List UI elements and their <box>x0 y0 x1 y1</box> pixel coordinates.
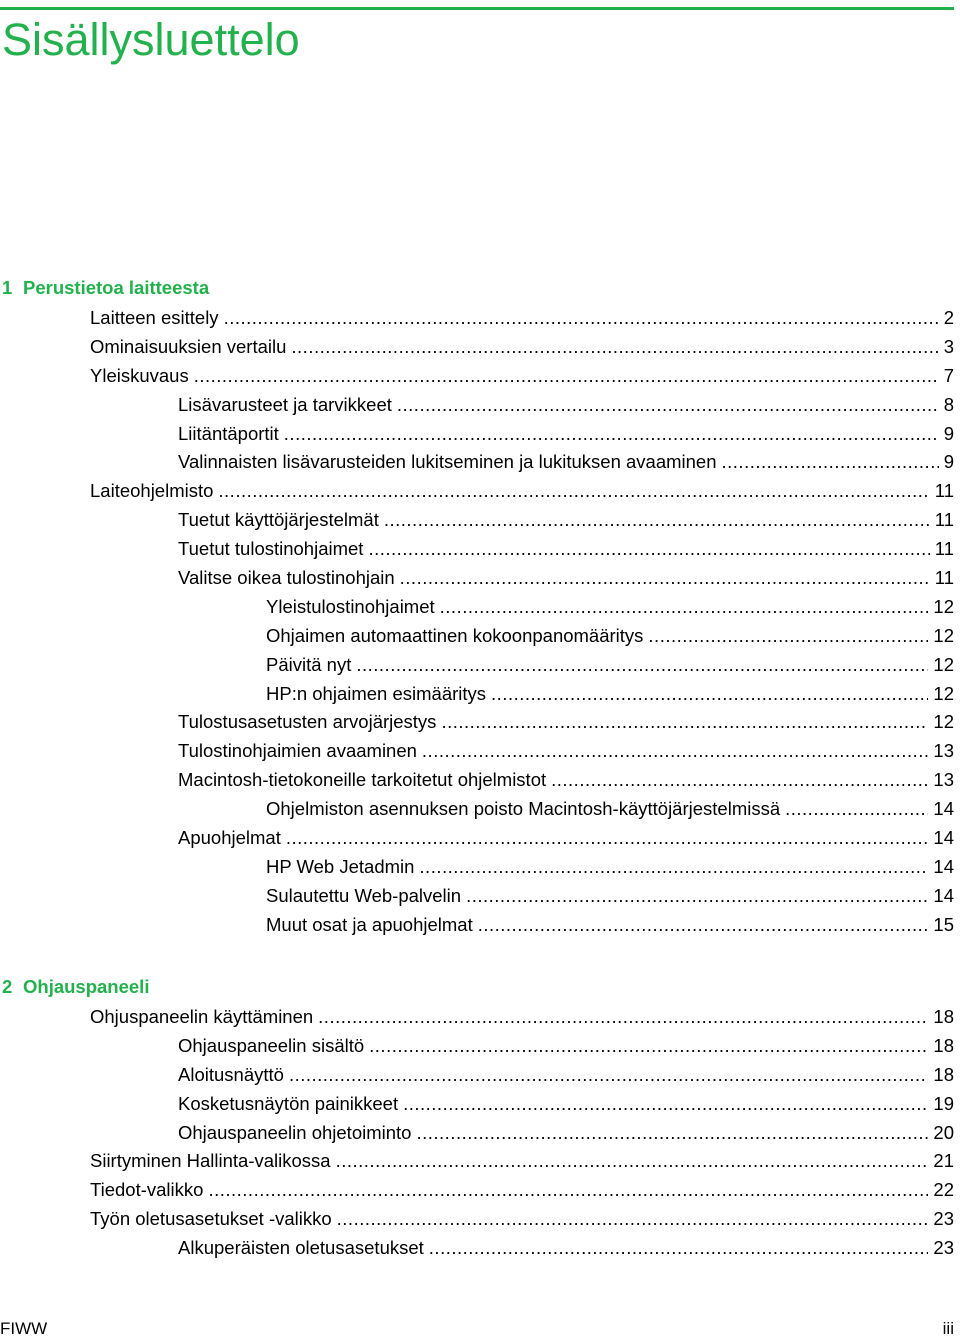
dot-leader <box>194 362 939 391</box>
dot-leader <box>551 766 928 795</box>
toc-entry-label: Tuetut tulostinohjaimet <box>178 538 364 560</box>
dot-leader <box>722 448 939 477</box>
toc-entry-label: Alkuperäisten oletusasetukset <box>178 1237 424 1259</box>
dot-leader <box>284 420 939 449</box>
toc-entry-page-number: 11 <box>934 538 954 560</box>
toc-entry-page-number: 14 <box>933 798 954 820</box>
toc-entry-label: HP Web Jetadmin <box>266 855 415 877</box>
chapter-section <box>2 972 954 1263</box>
toc-entry-page-number: 11 <box>934 567 954 589</box>
dot-leader <box>224 304 939 333</box>
dot-leader <box>384 506 930 535</box>
chapter-heading[interactable] <box>2 273 954 303</box>
toc-entry-list <box>2 1003 954 1263</box>
dot-leader <box>291 333 938 362</box>
toc-entry-page-number: 14 <box>933 827 954 849</box>
toc-entry-label: Ominaisuuksien vertailu <box>90 335 287 357</box>
dot-leader <box>368 535 929 564</box>
toc-entry-label: Laiteohjelmisto <box>90 480 214 502</box>
toc-entry[interactable] <box>2 391 954 420</box>
toc-entry-label: Päivitä nyt <box>266 653 352 675</box>
footer-page-number: iii <box>942 1319 954 1338</box>
toc-entry-label: Laitteen esittely <box>90 307 219 328</box>
toc-entry-label: Ohjauspaneelin ohjetoiminto <box>178 1121 412 1143</box>
toc-entry[interactable] <box>2 506 954 535</box>
toc-entry-label: Ohjauspaneelin sisältö <box>178 1034 365 1056</box>
toc-entry[interactable] <box>2 766 954 795</box>
toc-entry-page-number: 13 <box>933 769 954 791</box>
toc-entry-page-number: 12 <box>933 624 954 646</box>
toc-entry[interactable] <box>2 1032 954 1061</box>
toc-entry-label: Valitse oikea tulostinohjain <box>178 567 395 589</box>
toc-entry-page-number: 14 <box>933 884 954 906</box>
toc-entry-label: Kosketusnäytön painikkeet <box>178 1092 399 1114</box>
toc-entry[interactable] <box>2 622 954 651</box>
toc-entry-page-number: 20 <box>933 1121 954 1143</box>
dot-leader <box>419 853 928 882</box>
toc-entry[interactable] <box>2 651 954 680</box>
dot-leader <box>289 1061 928 1090</box>
toc-entry-page-number: 12 <box>933 711 954 733</box>
toc-entry-label: Ohjuspaneelin käyttäminen <box>90 1006 314 1027</box>
dot-leader <box>337 1205 929 1234</box>
toc-entry[interactable] <box>2 1119 954 1148</box>
toc-entry-list <box>2 304 954 940</box>
toc-entry[interactable] <box>2 362 954 391</box>
toc-entry[interactable] <box>2 420 954 449</box>
toc-entry[interactable] <box>2 1090 954 1119</box>
dot-leader <box>440 593 929 622</box>
chapter-section <box>2 273 954 940</box>
toc-entry[interactable] <box>2 1147 954 1176</box>
dot-leader <box>208 1176 928 1205</box>
dot-leader <box>416 1119 928 1148</box>
toc-entry-page-number: 23 <box>933 1208 954 1230</box>
toc-entry-page-number: 18 <box>933 1006 954 1027</box>
toc-entry-label: Tuetut käyttöjärjestelmät <box>178 509 379 531</box>
toc-entry-page-number: 18 <box>933 1063 954 1085</box>
toc-entry[interactable] <box>2 882 954 911</box>
toc-entry-label: Lisävarusteet ja tarvikkeet <box>178 393 392 415</box>
toc-entry[interactable] <box>2 824 954 853</box>
toc-entry-label: Ohjaimen automaattinen kokoonpanomääritys <box>266 624 644 646</box>
dot-leader <box>336 1147 929 1176</box>
toc-entry-page-number: 13 <box>933 740 954 762</box>
dot-leader <box>286 824 929 853</box>
footer-language-code: FIWW <box>0 1319 48 1338</box>
toc-entry[interactable] <box>2 737 954 766</box>
toc-entry-label: Yleistulostinohjaimet <box>266 595 435 617</box>
dot-leader <box>403 1090 928 1119</box>
toc-entry[interactable] <box>2 448 954 477</box>
toc-entry-page-number: 11 <box>934 509 954 531</box>
toc-entry-page-number: 23 <box>933 1237 954 1259</box>
dot-leader <box>422 737 929 766</box>
toc-entry[interactable] <box>2 1176 954 1205</box>
dot-leader <box>318 1003 928 1032</box>
toc-entry[interactable] <box>2 680 954 709</box>
dot-leader <box>356 651 928 680</box>
header-rule <box>0 7 954 10</box>
toc-entry-label: Työn oletusasetukset -valikko <box>90 1208 332 1230</box>
toc-entry-label: Apuohjelmat <box>178 827 281 849</box>
toc-entry[interactable] <box>2 477 954 506</box>
toc-entry[interactable] <box>2 1234 954 1263</box>
toc-entry-page-number: 12 <box>933 653 954 675</box>
toc-entry-page-number: 18 <box>933 1034 954 1056</box>
dot-leader <box>429 1234 929 1263</box>
dot-leader <box>478 911 929 940</box>
dot-leader <box>466 882 928 911</box>
dot-leader <box>491 680 928 709</box>
dot-leader <box>397 391 939 420</box>
toc-entry-page-number: 3 <box>943 335 954 357</box>
toc-entry-page-number: 11 <box>934 480 954 502</box>
dot-leader <box>441 708 928 737</box>
chapter-title: Perustietoa laitteesta <box>23 277 210 298</box>
dot-leader <box>648 622 928 651</box>
toc-entry-page-number: 19 <box>933 1092 954 1114</box>
toc-entry[interactable] <box>2 1205 954 1234</box>
toc-entry-label: Tiedot-valikko <box>90 1179 204 1201</box>
toc-entry-label: Ohjelmiston asennuksen poisto Macintosh-käyttöjärjestelmissä <box>266 798 781 820</box>
toc-entry[interactable] <box>2 795 954 824</box>
chapter-number: 2 <box>2 976 13 997</box>
toc-entry-label: Tulostinohjaimien avaaminen <box>178 740 417 762</box>
toc-entry[interactable] <box>2 333 954 362</box>
toc-entry[interactable] <box>2 708 954 737</box>
toc-entry[interactable] <box>2 1061 954 1090</box>
toc-entry-label: Valinnaisten lisävarusteiden lukitseminen ja lukituksen avaaminen <box>178 451 717 473</box>
toc-entry[interactable] <box>2 535 954 564</box>
toc-entry-label: Liitäntäportit <box>178 422 279 444</box>
toc-entry-label: Sulautettu Web-palvelin <box>266 884 462 906</box>
toc-entry[interactable] <box>2 593 954 622</box>
dot-leader <box>218 477 929 506</box>
toc-entry-label: Tulostusasetusten arvojärjestys <box>178 711 437 733</box>
toc-entry-label: Macintosh-tietokoneille tarkoitetut ohjelmistot <box>178 769 547 791</box>
toc-entry[interactable] <box>2 1003 954 1032</box>
toc-entry[interactable] <box>2 304 954 333</box>
chapter-title: Ohjauspaneeli <box>23 976 150 997</box>
toc-entry-page-number: 9 <box>943 451 954 473</box>
toc-entry[interactable] <box>2 911 954 940</box>
toc-entry-page-number: 22 <box>933 1179 954 1201</box>
toc-entry-page-number: 14 <box>933 855 954 877</box>
toc-entry[interactable] <box>2 853 954 882</box>
dot-leader <box>400 564 930 593</box>
toc-entry-page-number: 15 <box>933 913 954 935</box>
dot-leader <box>369 1032 928 1061</box>
toc-entry-label: Aloitusnäyttö <box>178 1063 284 1085</box>
toc-entry-label: Muut osat ja apuohjelmat <box>266 913 473 935</box>
toc-entry-label: Yleiskuvaus <box>90 364 189 386</box>
page-title: Sisällysluettelo <box>2 14 300 65</box>
chapter-heading[interactable] <box>2 972 954 1002</box>
toc-entry-page-number: 2 <box>943 307 954 328</box>
toc-entry-page-number: 12 <box>933 682 954 704</box>
toc-entry-page-number: 9 <box>943 422 954 444</box>
chapter-number: 1 <box>2 277 13 298</box>
toc-entry-page-number: 7 <box>943 364 954 386</box>
toc-entry-page-number: 21 <box>933 1150 954 1172</box>
toc-entry-label: HP:n ohjaimen esimääritys <box>266 682 487 704</box>
dot-leader <box>785 795 928 824</box>
toc-entry-page-number: 8 <box>943 393 954 415</box>
toc-entry-page-number: 12 <box>933 595 954 617</box>
toc-entry-label: Siirtyminen Hallinta-valikossa <box>90 1150 331 1172</box>
toc-entry[interactable] <box>2 564 954 593</box>
